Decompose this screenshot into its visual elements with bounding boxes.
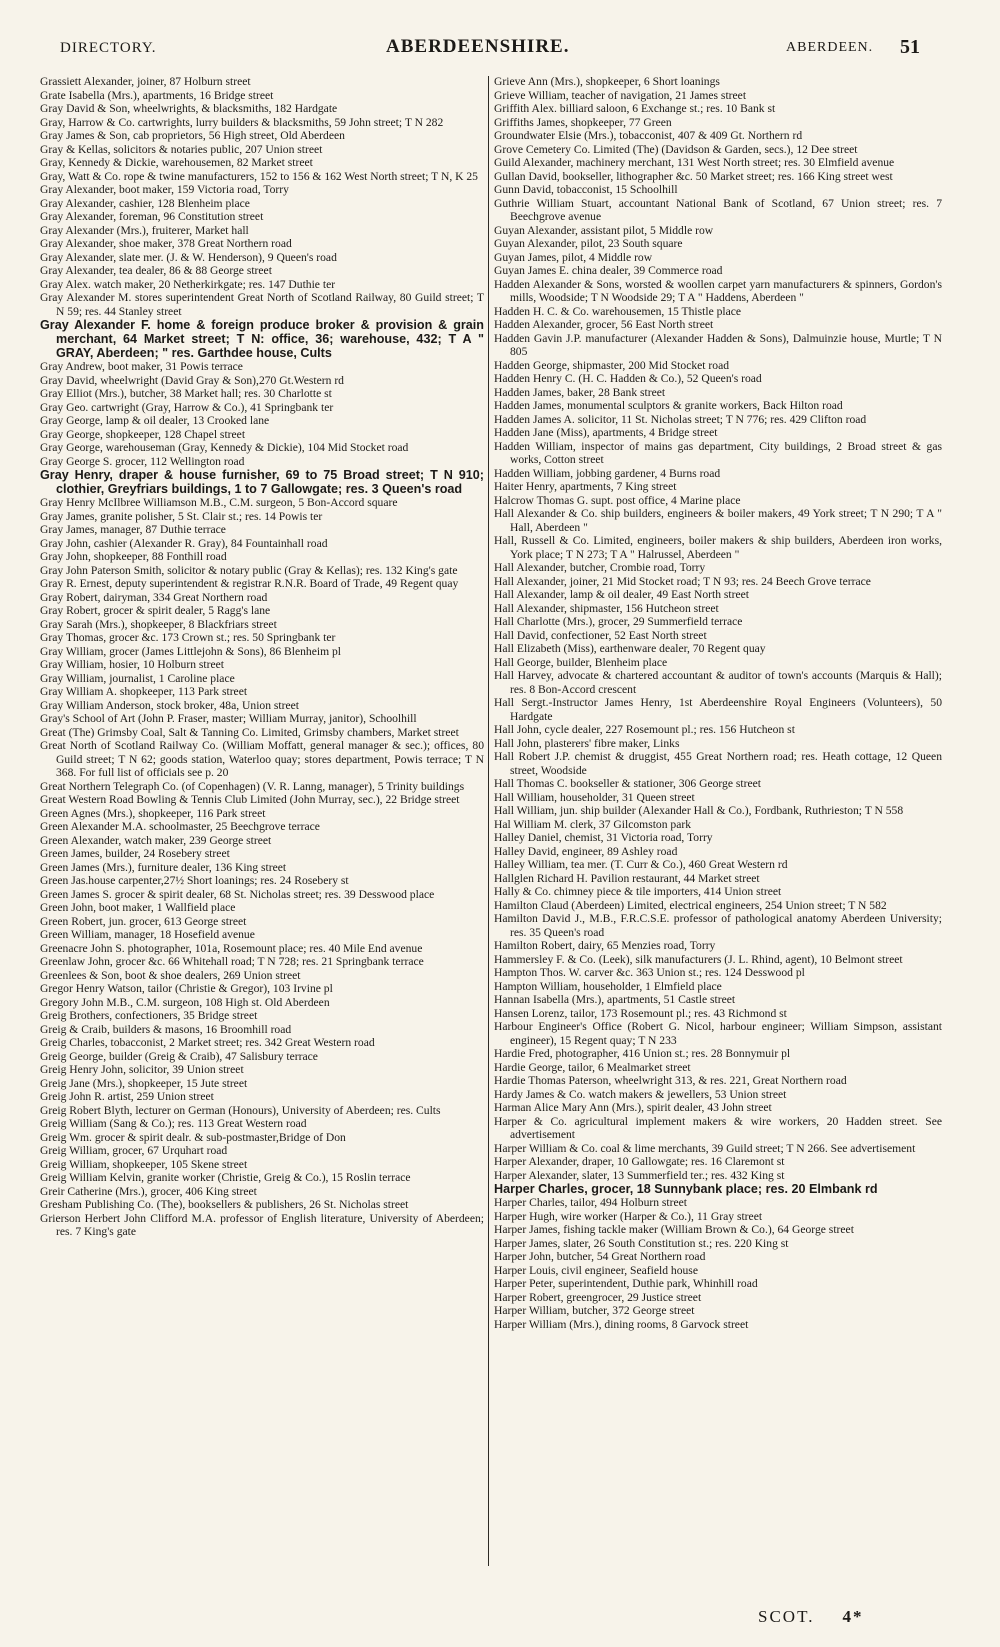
- directory-entry: Hadden James, baker, 28 Bank street: [494, 385, 666, 399]
- directory-entry: Grierson Herbert John Clifford M.A. professor of English literature, University of Aberdeen; res. 7 King's gate: [40, 1211, 484, 1238]
- directory-entry: Hallglen Richard H. Pavilion restaurant, 44 Market street: [494, 871, 760, 885]
- left-column: [40, 75, 484, 1239]
- directory-entry: Harper William & Co. coal & lime merchants, 39 Guild street; T N 266. See advertisement: [494, 1141, 916, 1155]
- directory-entry: Great (The) Grimsby Coal, Salt & Tanning Co. Limited, Grimsby chambers, Market street: [40, 725, 459, 739]
- directory-entry: Hall Sergt.-Instructor James Henry, 1st Aberdeenshire Royal Engineers (Volunteers), 50 Hardgate: [494, 696, 942, 723]
- directory-entry: Gray James & Son, cab proprietors, 56 High street, Old Aberdeen: [40, 129, 345, 142]
- directory-entry: Greenacre John S. photographer, 101a, Rosemount place; res. 40 Mile End avenue: [40, 941, 423, 955]
- directory-entry: Hardie Fred, photographer, 416 Union st.; res. 28 Bonnymuir pl: [494, 1047, 791, 1060]
- directory-entry: Greig Charles, tobacconist, 2 Market street; res. 342 Great Western road: [40, 1036, 375, 1049]
- directory-entry: Hadden Alexander & Sons, worsted & woollen carpet yarn manufacturers & spinners, Gordon's mills, Woodside; T N Woodside 29; T A " Haddens, Aberdeen ": [494, 277, 942, 304]
- directory-entry: Greenlees & Son, boot & shoe dealers, 269 Union street: [40, 968, 301, 982]
- directory-entry: Grieve Ann (Mrs.), shopkeeper, 6 Short loanings: [494, 75, 720, 88]
- directory-entry: Green James, builder, 24 Rosebery street: [40, 847, 230, 860]
- directory-entry: Harper Charles, grocer, 18 Sunnybank place; res. 20 Elmbank rd: [494, 1182, 878, 1196]
- directory-entry: Halley Daniel, chemist, 31 Victoria road, Torry: [494, 831, 713, 844]
- directory-entry: Gray Alexander, foreman, 96 Constitution street: [40, 210, 264, 223]
- directory-entry: Greig William Kelvin, granite worker (Christie, Greig & Co.), 15 Roslin terrace: [40, 1171, 411, 1184]
- page-title: ABERDEENSHIRE.: [386, 36, 570, 57]
- directory-entry: Gray Robert, dairyman, 334 Great Northern road: [40, 590, 268, 604]
- directory-entry: Gregory John M.B., C.M. surgeon, 108 High st. Old Aberdeen: [40, 995, 330, 1009]
- directory-entry: Green Robert, jun. grocer, 613 George street: [40, 914, 247, 928]
- directory-entry: Groundwater Elsie (Mrs.), tobacconist, 407 & 409 Gt. Northern rd: [494, 129, 803, 142]
- footer-scot: SCOT.: [758, 1607, 815, 1626]
- directory-entry: Gray David & Son, wheelwrights, & blacksmiths, 182 Hardgate: [40, 102, 338, 115]
- directory-entry: Gray, Watt & Co. rope & twine manufacturers, 152 to 156 & 162 West North street; T N, K 25: [40, 169, 478, 183]
- directory-entry: Gray R. Ernest, deputy superintendent & registrar R.N.R. Board of Trade, 49 Regent quay: [40, 577, 459, 590]
- directory-entry: Gray Alexander F. home & foreign produce broker & provision & grain merchant, 64 Market street; T N: office, 36; warehouse, 432; T A " GRAY, Aberdeen; " res. Garthdee house, Cults: [40, 318, 484, 360]
- directory-entry: Gray William A. shopkeeper, 113 Park street: [40, 685, 248, 698]
- directory-entry: Gray Alexander, boot maker, 159 Victoria road, Torry: [40, 183, 289, 196]
- directory-entry: Hansen Lorenz, tailor, 173 Rosemount pl.; res. 43 Richmond st: [494, 1006, 787, 1020]
- directory-entry: Great North of Scotland Railway Co. (William Moffatt, general manager & sec.); offices, 80 Guild street; T N 62; goods station, Waterloo quay; stores department, Powis terrace; T N 368. For full list of officials see p. 20: [40, 739, 484, 779]
- column-divider: [488, 76, 489, 1566]
- directory-entry: Halley William, tea mer. (T. Curr & Co.), 460 Great Western rd: [494, 858, 788, 871]
- directory-entry: Harper William, butcher, 372 George street: [494, 1304, 695, 1317]
- directory-entry: Gray, Harrow & Co. cartwrights, lurry builders & blacksmiths, 59 John street; T N 282: [40, 115, 444, 129]
- directory-entry: Hadden H. C. & Co. warehousemen, 15 Thistle place: [494, 304, 742, 318]
- directory-entry: Haiter Henry, apartments, 7 King street: [494, 480, 677, 493]
- directory-entry: Gray John, shopkeeper, 88 Fonthill road: [40, 550, 227, 563]
- directory-entry: Gray & Kellas, solicitors & notaries public, 207 Union street: [40, 142, 323, 156]
- directory-entry: Hall Harvey, advocate & chartered accountant & auditor of town's accounts (Marquis & Hall); res. 8 Bon-Accord crescent: [494, 669, 942, 696]
- directory-entry: Hall William, jun. ship builder (Alexander Hall & Co.), Fordbank, Ruthrieston; T N 558: [494, 804, 904, 817]
- directory-entry: Green John, boot maker, 1 Wallfield place: [40, 901, 236, 914]
- directory-entry: Hadden Jane (Miss), apartments, 4 Bridge street: [494, 426, 718, 439]
- directory-entry: Greig & Craib, builders & masons, 16 Broomhill road: [40, 1022, 292, 1036]
- directory-entry: Hall, Russell & Co. Limited, engineers, boiler makers & ship builders, Aberdeen iron works, York place; T N 273; T A " Halrussel, Aberdeen ": [494, 534, 942, 561]
- directory-entry: Gray James, granite polisher, 5 St. Clair st.; res. 14 Powis ter: [40, 509, 323, 523]
- directory-entry: Greig Robert Blyth, lecturer on German (Honours), University of Aberdeen; res. Cults: [40, 1103, 441, 1117]
- directory-entry: Hall Alexander, shipmaster, 156 Hutcheon street: [494, 601, 719, 615]
- directory-entry: Harper Alexander, slater, 13 Summerfield ter.; res. 432 King st: [494, 1168, 785, 1182]
- directory-entry: Hally & Co. chimney piece & tile importers, 414 Union street: [494, 885, 782, 898]
- directory-entry: Halcrow Thomas G. supt. post office, 4 Marine place: [494, 493, 741, 507]
- directory-entry: Guild Alexander, machinery merchant, 131 West North street; res. 30 Elmfield avenue: [494, 156, 895, 169]
- directory-entry: Hal William M. clerk, 37 Gilcomston park: [494, 817, 692, 831]
- directory-entry: Hadden James, monumental sculptors & granite workers, Back Hilton road: [494, 399, 843, 412]
- directory-entry: Hall John, cycle dealer, 227 Rosemount pl.; res. 156 Hutcheon st: [494, 723, 795, 736]
- directory-entry: Harper & Co. agricultural implement makers & wire workers, 20 Hadden street. See advertisement: [494, 1114, 942, 1141]
- directory-entry: Gray Alexander, tea dealer, 86 & 88 George street: [40, 264, 272, 277]
- directory-entry: Gunn David, tobacconist, 15 Schoolhill: [494, 183, 678, 196]
- directory-entry: Greig Brothers, confectioners, 35 Bridge street: [40, 1009, 258, 1022]
- directory-entry: Gray Alexander (Mrs.), fruiterer, Market hall: [40, 223, 249, 237]
- directory-entry: Gray William, journalist, 1 Caroline place: [40, 671, 235, 685]
- directory-entry: Hadden William, inspector of mains gas department, City buildings, 2 Broad street & gas works, Cotton street: [494, 439, 942, 466]
- directory-entry: Gray Alexander, slate mer. (J. & W. Henderson), 9 Queen's road: [40, 250, 337, 264]
- directory-entry: Gray Alexander, shoe maker, 378 Great Northern road: [40, 237, 292, 250]
- directory-entry: Greir Catherine (Mrs.), grocer, 406 King street: [40, 1184, 257, 1198]
- directory-entry: Hardy James & Co. watch makers & jewellers, 53 Union street: [494, 1087, 787, 1101]
- directory-entry: Great Northern Telegraph Co. (of Copenhagen) (V. R. Lanng, manager), 5 Trinity buildings: [40, 779, 465, 793]
- directory-entry: Harper William (Mrs.), dining rooms, 8 Garvock street: [494, 1317, 749, 1331]
- directory-entry: Gray George, lamp & oil dealer, 13 Crooked lane: [40, 414, 270, 427]
- page-footer: [758, 1607, 863, 1627]
- running-head-left: DIRECTORY.: [60, 40, 157, 56]
- directory-entry: Gullan David, bookseller, lithographer &c. 50 Market street; res. 166 King street west: [494, 169, 893, 183]
- directory-entry: Guyan Alexander, assistant pilot, 5 Middle row: [494, 223, 714, 237]
- directory-entry: Harper James, slater, 26 South Constitution st.; res. 220 King st: [494, 1236, 789, 1250]
- directory-entry: Hadden James A. solicitor, 11 St. Nicholas street; T N 776; res. 429 Clifton road: [494, 412, 867, 426]
- directory-entry: Gray Sarah (Mrs.), shopkeeper, 8 Blackfriars street: [40, 617, 277, 631]
- directory-entry: Greig George, builder (Greig & Craib), 47 Salisbury terrace: [40, 1049, 318, 1063]
- directory-entry: Hampton William, householder, 1 Elmfield place: [494, 979, 722, 993]
- directory-entry: Hardie George, tailor, 6 Mealmarket street: [494, 1060, 691, 1074]
- directory-entry: Hadden William, jobbing gardener, 4 Burns road: [494, 466, 721, 480]
- directory-entry: Hamilton Robert, dairy, 65 Menzies road, Torry: [494, 939, 716, 952]
- directory-entry: Gresham Publishing Co. (The), booksellers & publishers, 26 St. Nicholas street: [40, 1198, 409, 1211]
- directory-entry: Guyan James, pilot, 4 Middle row: [494, 250, 653, 264]
- directory-entry: Green James S. grocer & spirit dealer, 68 St. Nicholas street; res. 39 Desswood place: [40, 887, 435, 901]
- directory-entry: Harper Louis, civil engineer, Seafield house: [494, 1263, 698, 1277]
- directory-entry: Grove Cemetery Co. Limited (The) (Davidson & Garden, secs.), 12 Dee street: [494, 142, 858, 156]
- directory-entry: Gray, Kennedy & Dickie, warehousemen, 82 Market street: [40, 156, 313, 169]
- directory-entry: Hardie Thomas Paterson, wheelwright 313, & res. 221, Great Northern road: [494, 1074, 847, 1087]
- directory-entry: Greenlaw John, grocer &c. 66 Whitehall road; T N 728; res. 21 Springbank terrace: [40, 955, 424, 968]
- running-head-city: ABERDEEN.: [786, 40, 874, 55]
- directory-entry: Gray George, shopkeeper, 128 Chapel street: [40, 427, 246, 441]
- directory-entry: Hall George, builder, Blenheim place: [494, 655, 668, 669]
- directory-entry: Harper Peter, superintendent, Duthie park, Whinhill road: [494, 1277, 758, 1290]
- directory-entry: Harper Charles, tailor, 494 Holburn street: [494, 1196, 688, 1209]
- directory-entry: Gray Alexander M. stores superintendent Great North of Scotland Railway, 80 Guild street; T N 59; res. 44 Stanley street: [40, 291, 484, 318]
- directory-entry: Grieve William, teacher of navigation, 21 James street: [494, 88, 747, 102]
- directory-entry: Harper Robert, greengrocer, 29 Justice street: [494, 1290, 702, 1304]
- directory-entry: Green Alexander M.A. schoolmaster, 25 Beechgrove terrace: [40, 820, 320, 833]
- directory-entry: Green William, manager, 18 Hosefield avenue: [40, 928, 255, 941]
- directory-entry: Hannan Isabella (Mrs.), apartments, 51 Castle street: [494, 993, 736, 1006]
- directory-entry: Hamilton David J., M.B., F.R.C.S.E. professor of pathological anatomy Aberdeen University; res. 35 Queen's road: [494, 912, 942, 939]
- directory-entry: Harman Alice Mary Ann (Mrs.), spirit dealer, 43 John street: [494, 1101, 772, 1114]
- directory-entry: Hadden Henry C. (H. C. Hadden & Co.), 52 Queen's road: [494, 372, 762, 385]
- directory-entry: Gregor Henry Watson, tailor (Christie & Gregor), 103 Irvine pl: [40, 982, 333, 995]
- signature-mark: 4*: [842, 1607, 864, 1626]
- directory-entry: Grassiett Alexander, joiner, 87 Holburn street: [40, 75, 251, 88]
- directory-entry: Harper James, fishing tackle maker (William Brown & Co.), 64 George street: [494, 1223, 854, 1236]
- directory-entry: Greig John R. artist, 259 Union street: [40, 1090, 214, 1103]
- directory-entry: Gray James, manager, 87 Duthie terrace: [40, 523, 226, 536]
- directory-entry: Gray John, cashier (Alexander R. Gray), 84 Fountainhall road: [40, 536, 328, 550]
- directory-entry: Green James (Mrs.), furniture dealer, 136 King street: [40, 860, 287, 874]
- directory-entry: Greig William, shopkeeper, 105 Skene street: [40, 1157, 248, 1171]
- directory-entry: Greig Henry John, solicitor, 39 Union street: [40, 1063, 244, 1076]
- directory-entry: Gray Geo. cartwright (Gray, Harrow & Co.), 41 Springbank ter: [40, 400, 334, 414]
- directory-entry: Gray Robert, grocer & spirit dealer, 5 Ragg's lane: [40, 604, 271, 617]
- directory-entry: Hamilton Claud (Aberdeen) Limited, electrical engineers, 254 Union street; T N 582: [494, 898, 887, 912]
- directory-entry: Gray's School of Art (John P. Fraser, master; William Murray, janitor), Schoolhill: [40, 712, 417, 725]
- directory-entry: Greig William, grocer, 67 Urquhart road: [40, 1144, 228, 1157]
- directory-entry: Grate Isabella (Mrs.), apartments, 16 Bridge street: [40, 88, 274, 102]
- directory-entry: Green Jas.house carpenter,27½ Short loanings; res. 24 Rosebery st: [40, 874, 349, 887]
- directory-entry: Greig Wm. grocer & spirit dealr. & sub-postmaster,Bridge of Don: [40, 1130, 346, 1144]
- directory-entry: Greig Jane (Mrs.), shopkeeper, 15 Jute street: [40, 1076, 248, 1090]
- directory-entry: Green Agnes (Mrs.), shopkeeper, 116 Park street: [40, 806, 266, 820]
- directory-entry: Gray Henry McIlbree Williamson M.B., C.M. surgeon, 5 Bon-Accord square: [40, 496, 398, 509]
- directory-entry: Gray Andrew, boot maker, 31 Powis terrace: [40, 360, 243, 373]
- directory-entry: Hadden George, shipmaster, 200 Mid Stocket road: [494, 358, 730, 372]
- directory-entry: Halley David, engineer, 89 Ashley road: [494, 844, 678, 858]
- directory-entry: Gray William, grocer (James Littlejohn & Sons), 86 Blenheim pl: [40, 644, 342, 658]
- directory-entry: Harper John, butcher, 54 Great Northern road: [494, 1250, 706, 1263]
- directory-entry: Harper Alexander, draper, 10 Gallowgate; res. 16 Claremont st: [494, 1155, 785, 1168]
- directory-entry: Harper Hugh, wire worker (Harper & Co.), 11 Gray street: [494, 1209, 763, 1223]
- directory-entry: Hadden Alexander, grocer, 56 East North street: [494, 318, 714, 331]
- directory-entry: Harbour Engineer's Office (Robert G. Nicol, harbour engineer; William Simpson, assistant engineer), 15 Regent quay; T N 233: [494, 1020, 942, 1047]
- directory-entry: Gray William Anderson, stock broker, 48a, Union street: [40, 698, 300, 712]
- directory-entry: Hall David, confectioner, 52 East North street: [494, 628, 707, 642]
- right-column: [494, 75, 942, 1331]
- directory-entry: Gray Thomas, grocer &c. 173 Crown st.; res. 50 Springbank ter: [40, 631, 336, 644]
- directory-entry: Hall Alexander, butcher, Crombie road, Torry: [494, 561, 706, 574]
- page-header: [60, 36, 944, 62]
- directory-entry: Gray Alex. watch maker, 20 Netherkirkgate; res. 147 Duthie ter: [40, 277, 336, 291]
- directory-entry: Hadden Gavin J.P. manufacturer (Alexander Hadden & Sons), Dalmuinzie house, Murtle; T N 805: [494, 331, 942, 358]
- page-number: 51: [900, 36, 920, 58]
- directory-entry: Hall Alexander & Co. ship builders, engineers & boiler makers, 49 York street; T N 290; T A " Hall, Aberdeen ": [494, 507, 942, 534]
- directory-entry: Gray Alexander, cashier, 128 Blenheim place: [40, 196, 250, 210]
- directory-entry: Hammersley F. & Co. (Leek), silk manufacturers (J. L. Rhind, agent), 10 Belmont street: [494, 952, 903, 966]
- directory-entry: Gray David, wheelwright (David Gray & Son),270 Gt.Western rd: [40, 373, 344, 387]
- directory-entry: Greig William (Sang & Co.); res. 113 Great Western road: [40, 1117, 307, 1130]
- directory-entry: Hampton Thos. W. carver &c. 363 Union st.; res. 124 Desswood pl: [494, 966, 805, 979]
- directory-entry: Hall John, plasterers' fibre maker, Links: [494, 736, 680, 750]
- directory-entry: Hall Thomas C. bookseller & stationer, 306 George street: [494, 777, 761, 790]
- directory-entry: Hall Charlotte (Mrs.), grocer, 29 Summerfield terrace: [494, 615, 743, 628]
- directory-entry: Hall William, householder, 31 Queen street: [494, 790, 695, 804]
- directory-entry: Hall Robert J.P. chemist & druggist, 455 Great Northern road; res. Heath cottage, 12 Queen street, Woodside: [494, 750, 942, 777]
- directory-entry: Gray William, hosier, 10 Holburn street: [40, 658, 224, 671]
- directory-entry: Hall Alexander, lamp & oil dealer, 49 East North street: [494, 588, 750, 601]
- directory-entry: Great Western Road Bowling & Tennis Club Limited (John Murray, sec.), 22 Bridge street: [40, 793, 460, 806]
- directory-entry: Green Alexander, watch maker, 239 George street: [40, 833, 272, 847]
- directory-entry: Guthrie William Stuart, accountant National Bank of Scotland, 67 Union street; res. 7 Beechgrove avenue: [494, 196, 942, 223]
- directory-entry: Guyan Alexander, pilot, 23 South square: [494, 237, 683, 250]
- directory-entry: Gray George S. grocer, 112 Wellington road: [40, 454, 245, 468]
- directory-entry: Hall Alexander, joiner, 21 Mid Stocket road; T N 93; res. 24 Beech Grove terrace: [494, 574, 871, 588]
- directory-entry: Hall Elizabeth (Miss), earthenware dealer, 70 Regent quay: [494, 642, 766, 655]
- directory-entry: Griffith Alex. billiard saloon, 6 Exchange st.; res. 10 Bank st: [494, 102, 776, 115]
- directory-entry: Gray John Paterson Smith, solicitor & notary public (Gray & Kellas); res. 132 King's gate: [40, 563, 458, 577]
- directory-entry: Griffiths James, shopkeeper, 77 Green: [494, 115, 672, 129]
- directory-entry: Guyan James E. china dealer, 39 Commerce road: [494, 264, 723, 277]
- directory-entry: Gray George, warehouseman (Gray, Kennedy & Dickie), 104 Mid Stocket road: [40, 441, 409, 454]
- directory-entry: Gray Henry, draper & house furnisher, 69 to 75 Broad street; T N 910; clothier, Greyfriars buildings, 1 to 7 Gallowgate; res. 3 Queen's road: [40, 468, 484, 496]
- directory-entry: Gray Elliot (Mrs.), butcher, 38 Market hall; res. 30 Charlotte st: [40, 387, 332, 400]
